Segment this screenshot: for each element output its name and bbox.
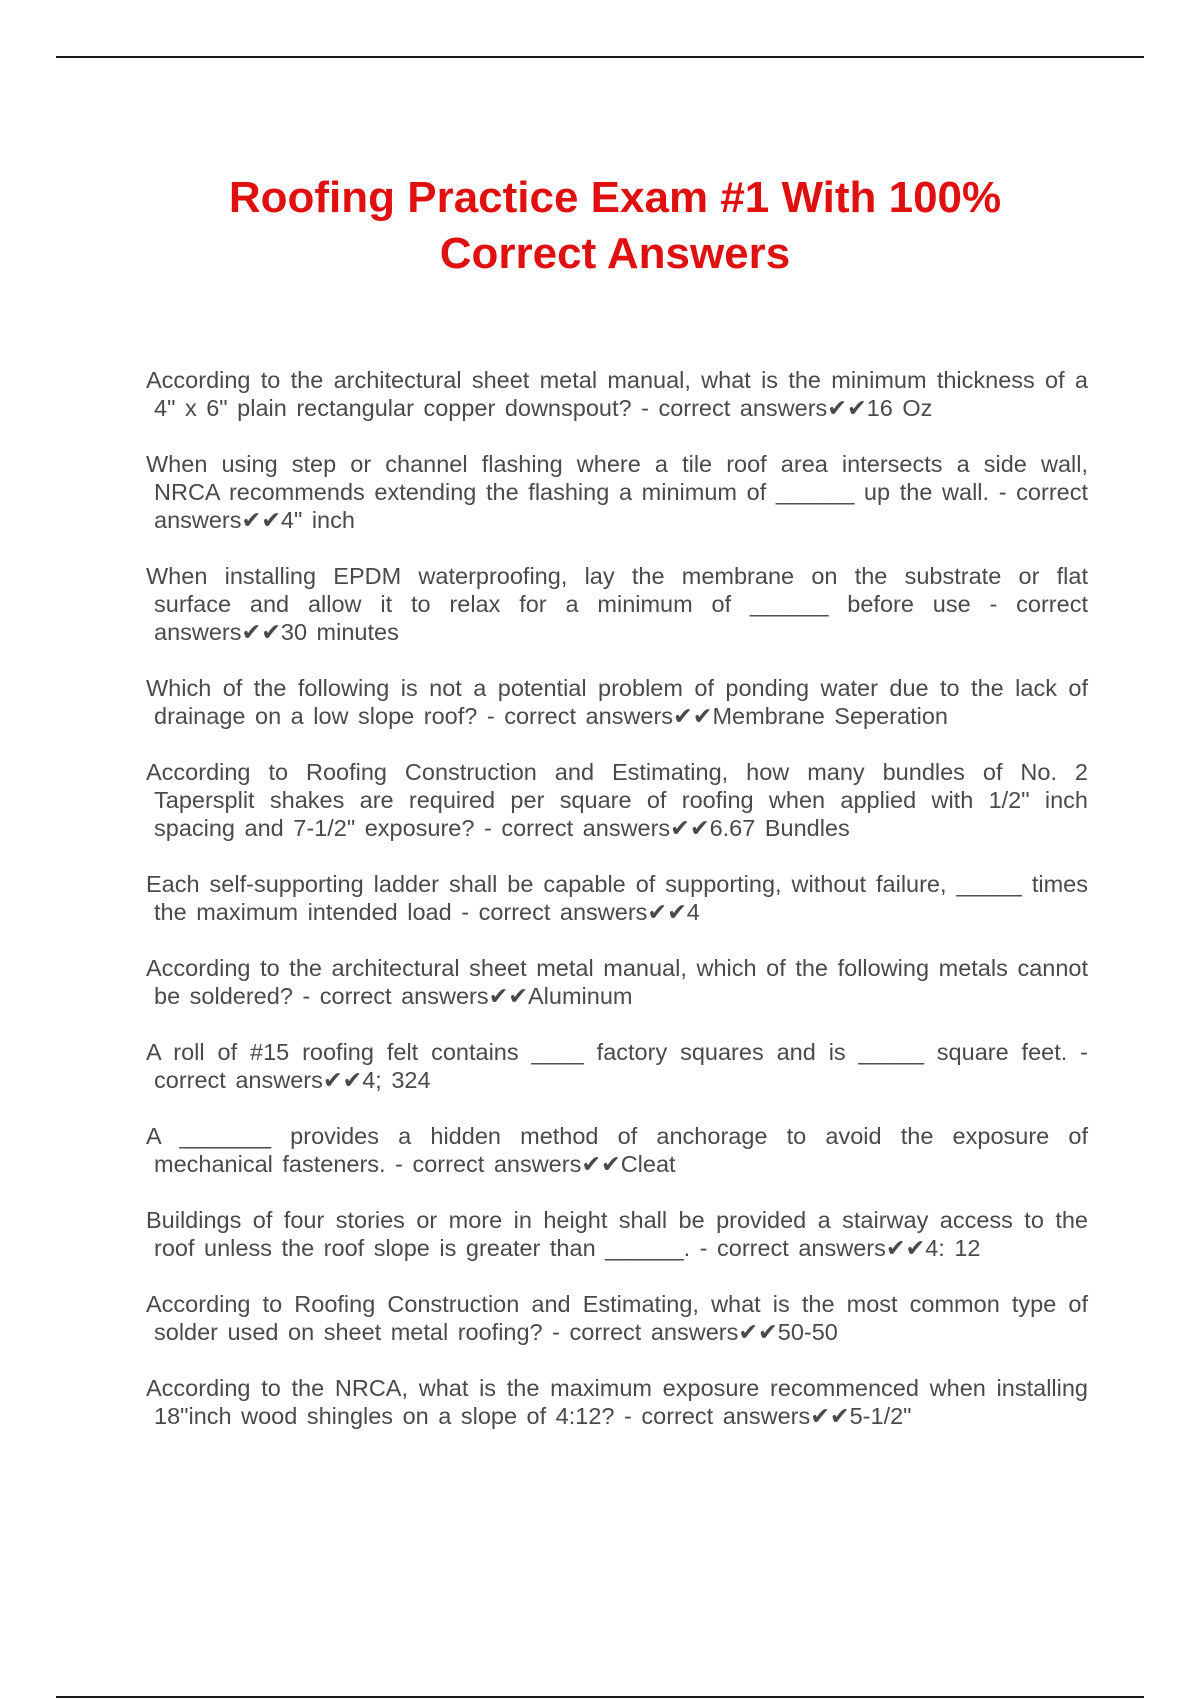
question-item-2: When using step or channel flashing where a tile roof area intersects a side wall, NRCA recommends extending the flashing a minimum of ______ up the wall. - correct answers✔✔4" inch	[146, 451, 1088, 533]
question-item-10: Buildings of four stories or more in height shall be provided a stairway access to the roof unless the roof slope is greater than ______. - correct answers✔✔4: 12	[146, 1207, 1088, 1261]
question-list	[146, 366, 1088, 1458]
question-item-6: Each self-supporting ladder shall be capable of supporting, without failure, _____ times the maximum intended load - correct answers✔✔4	[146, 871, 1088, 925]
question-item-5: According to Roofing Construction and Estimating, how many bundles of No. 2 Tapersplit shakes are required per square of roofing when applied with 1/2" inch spacing and 7-1/2" exposure? - correct answers✔✔6.67 Bundles	[146, 759, 1088, 841]
question-item-9: A _______ provides a hidden method of anchorage to avoid the exposure of mechanical fasteners. - correct answers✔✔Cleat	[146, 1123, 1088, 1177]
question-item-12: According to the NRCA, what is the maximum exposure recommenced when installing 18"inch wood shingles on a slope of 4:12? - correct answers✔✔5-1/2"	[146, 1375, 1088, 1429]
question-item-1: According to the architectural sheet metal manual, what is the minimum thickness of a 4" x 6" plain rectangular copper downspout? - correct answers✔✔16 Oz	[146, 367, 1088, 421]
question-item-7: According to the architectural sheet metal manual, which of the following metals cannot be soldered? - correct answers✔✔Aluminum	[146, 955, 1088, 1009]
question-item-11: According to Roofing Construction and Estimating, what is the most common type of solder used on sheet metal roofing? - correct answers✔✔50-50	[146, 1291, 1088, 1345]
header-rule	[56, 56, 1144, 58]
question-item-8: A roll of #15 roofing felt contains ____ factory squares and is _____ square feet. - correct answers✔✔4; 324	[146, 1039, 1088, 1093]
question-item-3: When installing EPDM waterproofing, lay the membrane on the substrate or flat surface and allow it to relax for a minimum of ______ before use - correct answers✔✔30 minutes	[146, 563, 1088, 645]
footer-rule	[56, 1696, 1144, 1698]
question-item-4: Which of the following is not a potential problem of ponding water due to the lack of drainage on a low slope roof? - correct answers✔✔Membrane Seperation	[146, 675, 1088, 729]
document-title: Roofing Practice Exam #1 With 100% Correct Answers	[228, 173, 1002, 278]
